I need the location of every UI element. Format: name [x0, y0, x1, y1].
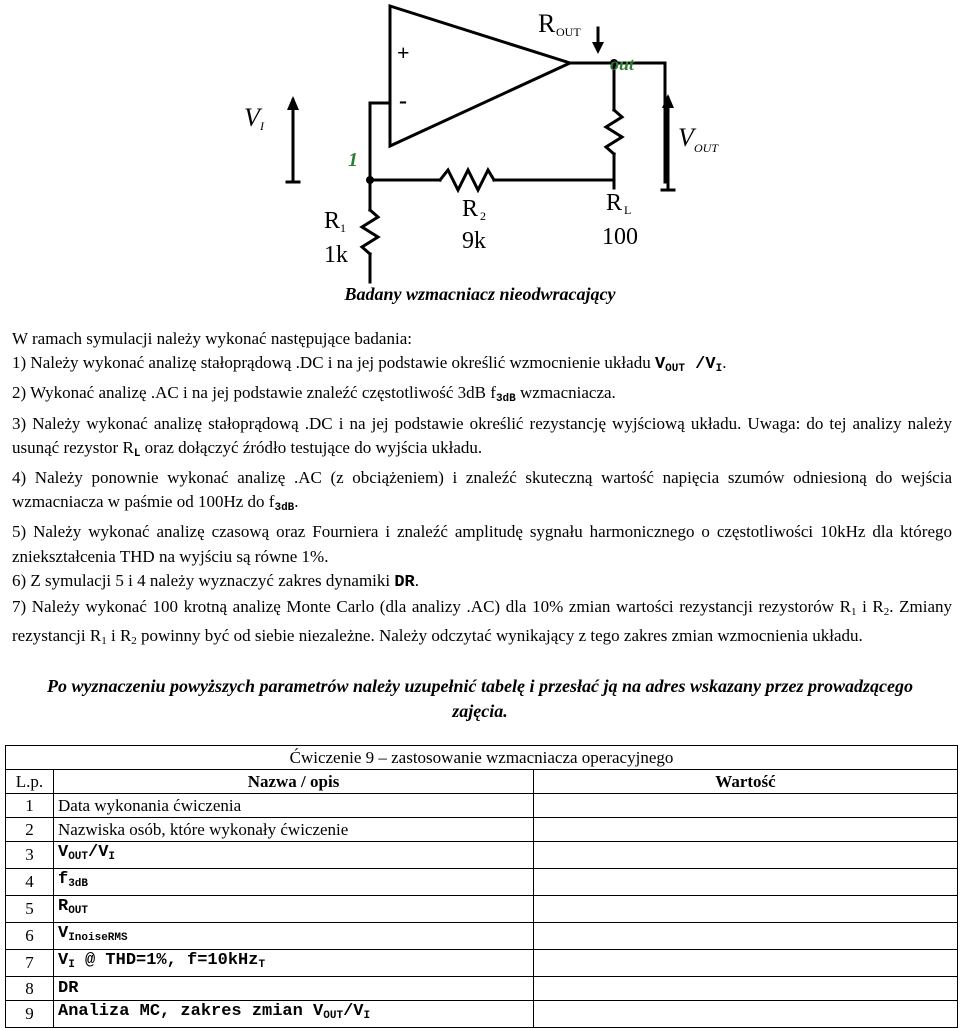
node-1-label: 1	[348, 149, 358, 171]
task-list	[12, 327, 952, 653]
value-cell[interactable]	[534, 869, 958, 896]
results-table	[5, 745, 958, 1028]
value-cell[interactable]	[534, 896, 958, 923]
rout-label: R	[538, 9, 556, 38]
r1-label: R	[324, 208, 341, 234]
value-cell[interactable]	[534, 818, 958, 842]
value-cell[interactable]	[534, 794, 958, 818]
resistor-r1	[362, 210, 378, 254]
header-lp: L.p.	[6, 770, 54, 794]
minus-sign: -	[399, 88, 407, 114]
rl-sub: L	[624, 203, 632, 217]
r2-value: 9k	[462, 228, 486, 254]
circuit-diagram	[0, 0, 960, 290]
figure-caption: Badany wzmacniacz nieodwracający	[344, 284, 616, 304]
table-title: Ćwiczenie 9 – zastosowanie wzmacniacza operacyjnego	[6, 746, 958, 770]
table-row: 3 $V_{OUT}/V_I$	[6, 842, 958, 869]
node-1-dot	[366, 176, 374, 184]
task-6: 6) Z symulacji 5 i 4 należy wyznaczyć zakres dynamiki DR.	[12, 570, 420, 592]
task-1: 1) Należy wykonać analizę stałoprądową .DC i na jej podstawie określić wzmocnienie układu $V_{OUT}$ $/V_I$.	[12, 353, 727, 376]
table-row: 7 $V_I$ @ THD=1%, f=10kHz$_T$	[6, 950, 958, 977]
r2-sub: 2	[480, 209, 486, 223]
value-cell[interactable]	[534, 977, 958, 1001]
resistor-r2	[440, 170, 494, 190]
resistor-rl	[606, 110, 622, 154]
value-cell[interactable]	[534, 842, 958, 869]
header-name: Nazwa / opis	[54, 770, 534, 794]
task-5: 5) Należy wykonać analizę czasową oraz Fourniera i znaleźć amplitudę sygnału harmonicznego o częstotliwości 10kHz dla którego zniekształcenia THD na wyjściu są równe 1%.	[12, 522, 952, 566]
table-row: 9 Analiza MC, zakres zmian $V_{OUT}/V_I$	[6, 1001, 958, 1028]
task-2: 2) Wykonać analizę .AC i na jej podstawie znaleźć częstotliwość 3dB $f_{3dB}$ wzmacniacza.	[12, 383, 616, 406]
submission-note: Po wyznaczeniu powyższych parametrów należy uzupełnić tabelę i przesłać ją na adres wskazany przez prowadzącego zajęcia.	[46, 676, 914, 721]
vout-sub: OUT	[694, 141, 719, 155]
table-row: 5 $R_{OUT}$	[6, 896, 958, 923]
rout-sub: OUT	[556, 25, 581, 39]
plus-sign: +	[397, 40, 410, 65]
intro-text: W ramach symulacji należy wykonać następujące badania:	[12, 329, 412, 348]
table-row: 4 $f_{3dB}$	[6, 869, 958, 896]
value-cell[interactable]	[534, 950, 958, 977]
vout-label: V	[678, 123, 694, 152]
table-row: 8 DR	[6, 977, 958, 1001]
task-3: 3) Należy wykonać analizę stałoprądową .DC i na jej podstawie określić rezystancję wyjściową układu. Uwaga: do tej analizy należy usunąć rezystor $R_L$ oraz dołączyć źródło testujące do wyjścia układu.	[12, 413, 952, 460]
r1-sub: 1	[340, 221, 346, 235]
r2-label: R	[462, 196, 479, 222]
table-row: 6 $V_{InoiseRMS}$	[6, 923, 958, 950]
table-row: 1 Data wykonania ćwiczenia	[6, 794, 958, 818]
vi-sub: I	[260, 119, 264, 133]
rl-label: R	[606, 190, 623, 216]
table-row: 2 Nazwiska osób, które wykonały ćwiczenie	[6, 818, 958, 842]
header-value: Wartość	[534, 770, 958, 794]
value-cell[interactable]	[534, 1001, 958, 1028]
r1-value: 1k	[324, 242, 348, 268]
out-label: out	[610, 54, 635, 74]
task-7: 7) Należy wykonać 100 krotną analizę Monte Carlo (dla analizy .AC) dla 10% zmian wartości rezystancji rezystorów $R_1$ i $R_2$. Zmiany rezystancji $R_1$ i $R_2$ powinny być od siebie niezależne. Należy odczytać wynikający z tego zakres zmian wzmocnienia układu.	[12, 597, 952, 648]
rl-value: 100	[602, 224, 638, 250]
value-cell[interactable]	[534, 923, 958, 950]
task-4: 4) Należy ponownie wykonać analizę .AC (z obciążeniem) i znaleźć skuteczną wartość napięcia szumów odniesioną do wejścia wzmacniacza w paśmie od 100Hz do $f_{3dB}$.	[12, 468, 952, 515]
rout-arrowhead	[592, 42, 604, 54]
vi-arrowhead	[287, 96, 299, 110]
vi-label: V	[244, 103, 260, 132]
